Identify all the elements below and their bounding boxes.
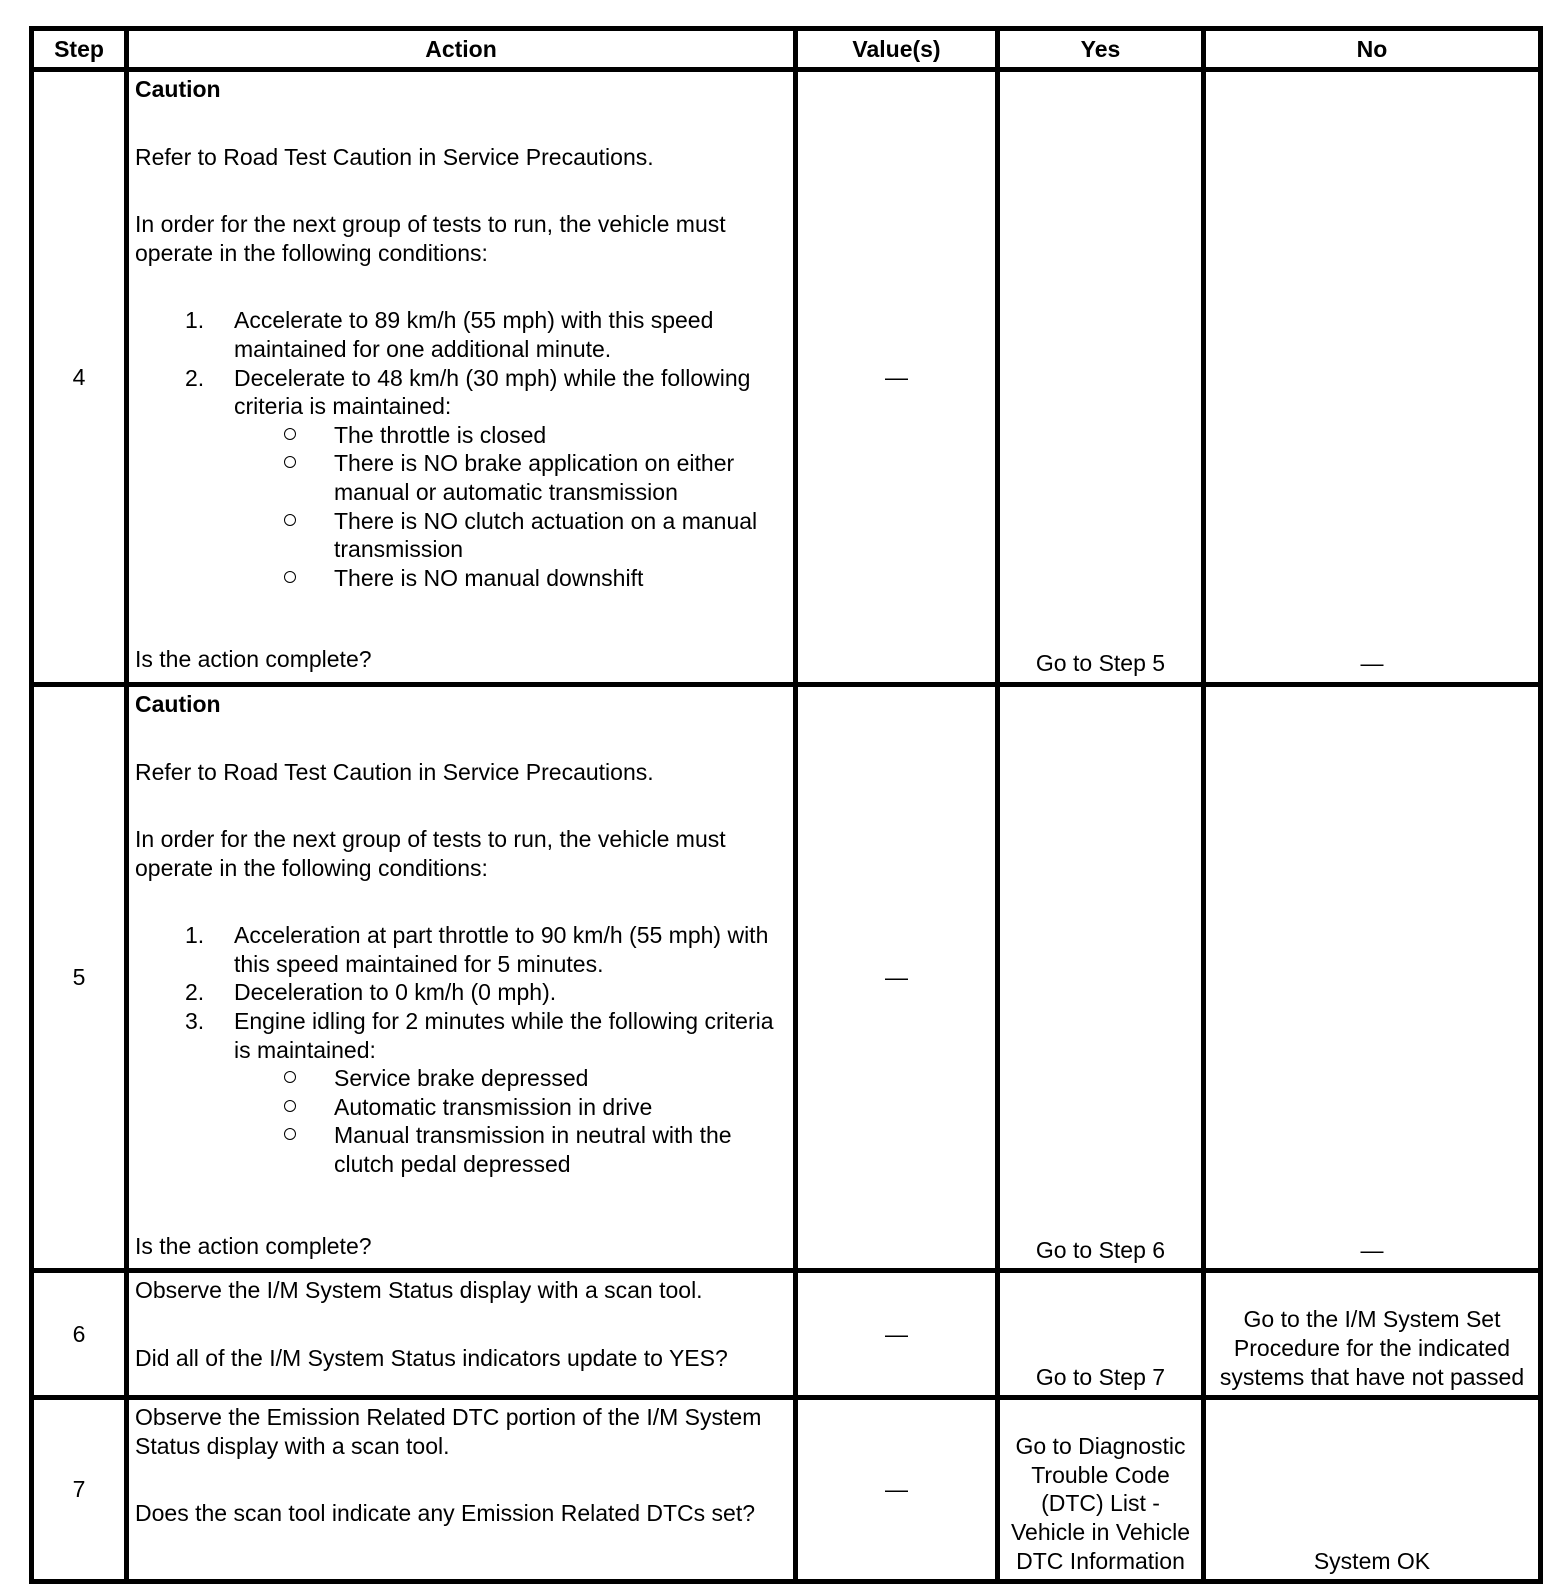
list-item: There is NO brake application on either manual or automatic transmission xyxy=(334,449,783,506)
bullet-icon xyxy=(284,514,296,526)
step-number: 5 xyxy=(32,684,127,1270)
value-cell: — xyxy=(796,70,998,685)
table-row-step-6 xyxy=(32,1271,1541,1398)
list-item: Manual transmission in neutral with the clutch pedal depressed xyxy=(334,1121,783,1178)
procedure-list xyxy=(135,306,783,592)
caution-heading: Caution xyxy=(135,76,221,102)
bullet-icon xyxy=(284,1128,296,1140)
criteria-list xyxy=(234,421,783,593)
bullet-icon xyxy=(284,571,296,583)
criteria-list xyxy=(234,1064,783,1178)
action-instruction: Observe the Emission Related DTC portion of the I/M System Status display with a scan tool. xyxy=(135,1404,762,1459)
header-row xyxy=(32,29,1541,70)
list-item: 2. Decelerate to 48 km/h (30 mph) while the following criteria is maintained: The throttle is closed There is NO brake application on either manual or automatic transmission There is NO clutch actuation on a manual transmission There is NO manual downshift xyxy=(234,364,783,593)
value-cell: — xyxy=(796,1398,998,1582)
bullet-icon xyxy=(284,456,296,468)
caution-reference: Refer to Road Test Caution in Service Precautions. xyxy=(135,758,654,785)
no-cell: — xyxy=(1204,70,1541,685)
list-item: Service brake depressed xyxy=(334,1064,783,1093)
conditions-intro: In order for the next group of tests to run, the vehicle must operate in the following conditions: xyxy=(135,826,726,881)
bullet-icon xyxy=(284,428,296,440)
list-item: The throttle is closed xyxy=(334,421,783,450)
yes-cell: Go to Diagnostic Trouble Code (DTC) List - Vehicle in Vehicle DTC Information xyxy=(998,1398,1204,1582)
header-no: No xyxy=(1204,29,1541,70)
table-row-step-5 xyxy=(32,684,1541,1270)
no-cell: — xyxy=(1204,684,1541,1270)
step-number: 6 xyxy=(32,1271,127,1398)
conditions-intro: In order for the next group of tests to run, the vehicle must operate in the following conditions: xyxy=(135,211,726,266)
list-item: 3. Engine idling for 2 minutes while the following criteria is maintained: Service brake depressed Automatic transmission in drive Manual transmission in neutral with the clutch pedal depressed xyxy=(234,1007,783,1179)
table-row-step-4 xyxy=(32,70,1541,685)
header-yes: Yes xyxy=(998,29,1204,70)
bullet-icon xyxy=(284,1100,296,1112)
action-question: Does the scan tool indicate any Emission Related DTCs set? xyxy=(135,1500,756,1527)
no-cell: Go to the I/M System Set Procedure for the indicated systems that have not passed xyxy=(1204,1271,1541,1398)
action-question: Did all of the I/M System Status indicators update to YES? xyxy=(135,1344,728,1371)
yes-cell: Go to Step 6 xyxy=(998,684,1204,1270)
action-cell xyxy=(127,1398,796,1582)
yes-cell: Go to Step 5 xyxy=(998,70,1204,685)
value-cell: — xyxy=(796,1271,998,1398)
action-cell xyxy=(127,70,796,685)
step-number: 4 xyxy=(32,70,127,685)
value-cell: — xyxy=(796,684,998,1270)
caution-reference: Refer to Road Test Caution in Service Precautions. xyxy=(135,143,654,170)
header-values: Value(s) xyxy=(796,29,998,70)
diagnostic-table xyxy=(29,26,1543,1584)
header-step: Step xyxy=(32,29,127,70)
yes-cell: Go to Step 7 xyxy=(998,1271,1204,1398)
step-number: 7 xyxy=(32,1398,127,1582)
table-row-step-7 xyxy=(32,1398,1541,1582)
action-cell xyxy=(127,1271,796,1398)
action-question: Is the action complete? xyxy=(135,646,372,673)
procedure-list xyxy=(135,921,783,1178)
list-item: Automatic transmission in drive xyxy=(334,1093,783,1122)
caution-heading: Caution xyxy=(135,690,221,717)
header-action: Action xyxy=(127,29,796,70)
action-instruction: Observe the I/M System Status display with a scan tool. xyxy=(135,1277,703,1304)
list-item: There is NO clutch actuation on a manual transmission xyxy=(334,507,783,564)
no-cell: System OK xyxy=(1204,1398,1541,1582)
list-item: 1. Acceleration at part throttle to 90 km/h (55 mph) with this speed maintained for 5 minutes. xyxy=(185,922,769,977)
action-question: Is the action complete? xyxy=(135,1232,372,1259)
bullet-icon xyxy=(284,1071,296,1083)
list-item: 2. Deceleration to 0 km/h (0 mph). xyxy=(185,979,557,1006)
list-item: There is NO manual downshift xyxy=(334,564,783,593)
list-item: 1. Accelerate to 89 km/h (55 mph) with this speed maintained for one additional minute. xyxy=(185,307,714,362)
action-cell xyxy=(127,684,796,1270)
